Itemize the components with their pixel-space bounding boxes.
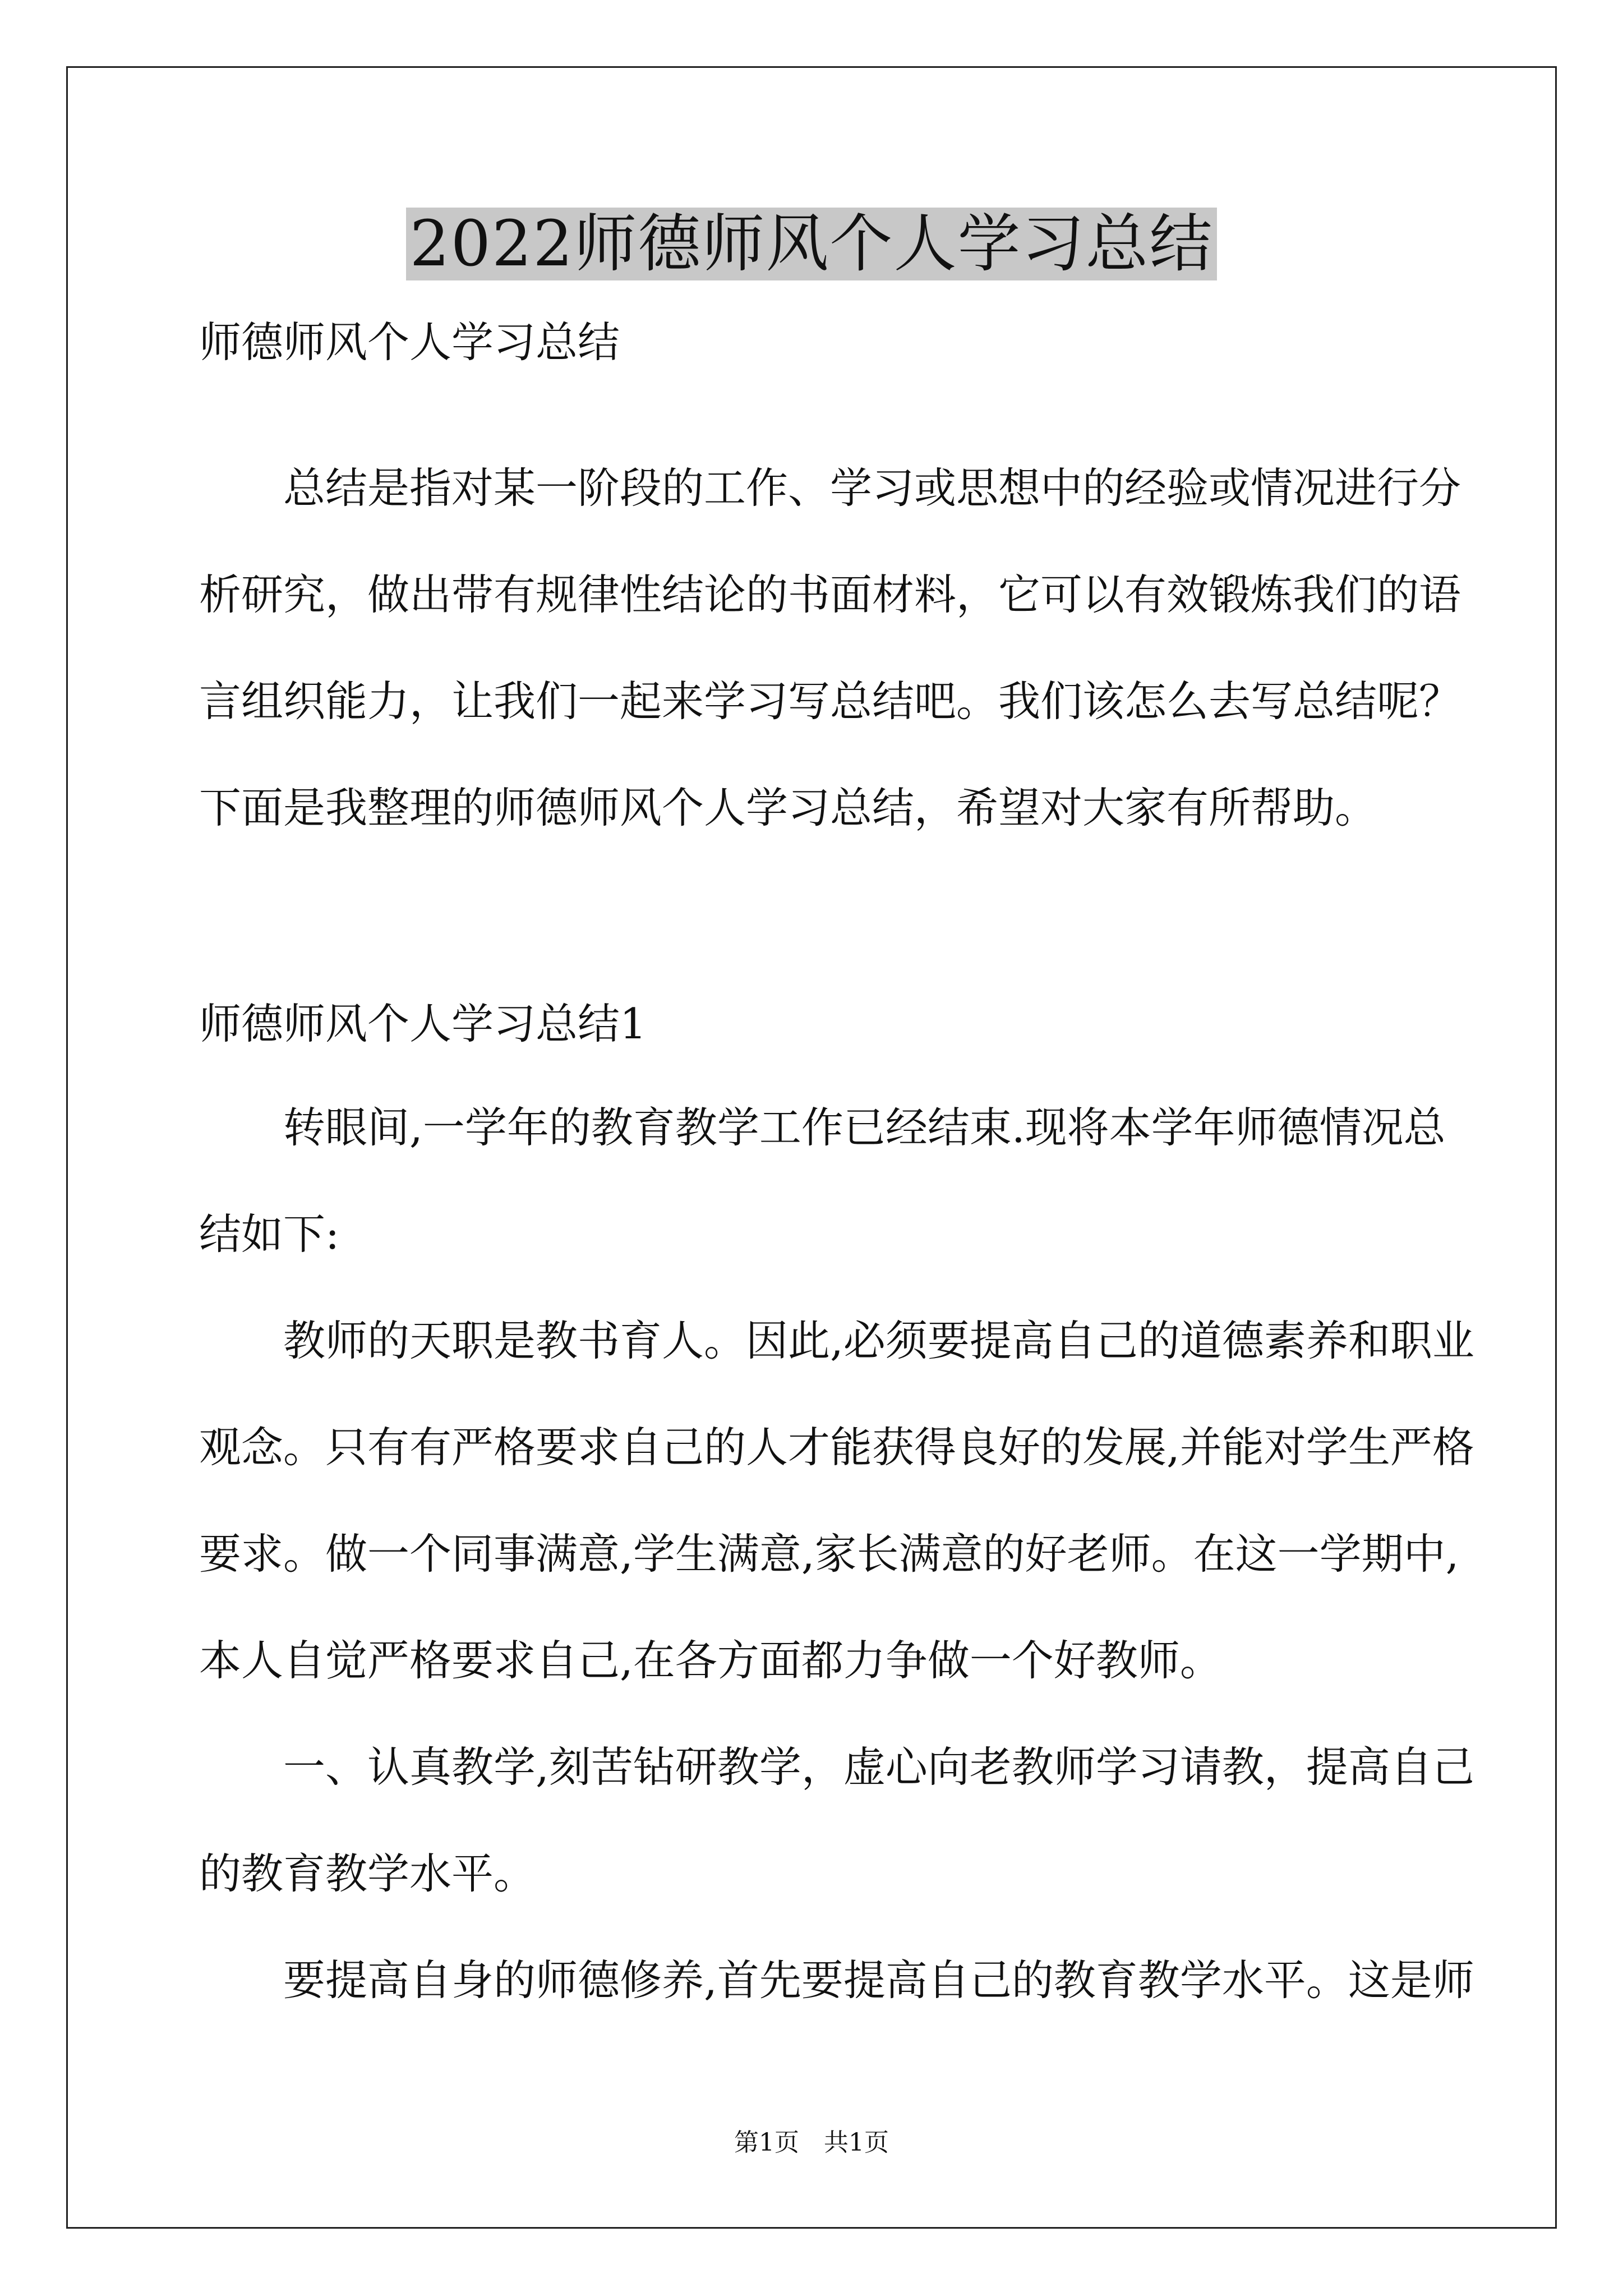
paragraph-line: 本人自觉严格要求自己,在各方面都力争做一个好教师。 [199, 1636, 1222, 1685]
paragraph-line: 教师的天职是教书育人。因此,必须要提高自己的道德素养和职业 [283, 1316, 1474, 1365]
section-heading: 师德师风个人学习总结1 [199, 999, 647, 1048]
intro-line: 下面是我整理的师德师风个人学习总结，希望对大家有所帮助。 [199, 783, 1377, 832]
paragraph-line: 结如下: [199, 1209, 340, 1259]
paragraph-line: 观念。只有有严格要求自己的人才能获得良好的发展,并能对学生严格 [199, 1423, 1474, 1472]
document-title [0, 202, 1623, 286]
paragraph-line: 一、认真教学,刻苦钻研教学，虚心向老教师学习请教，提高自己 [283, 1742, 1474, 1792]
paragraph-line: 要提高自身的师德修养,首先要提高自己的教育教学水平。这是师 [283, 1955, 1474, 2005]
paragraph-line: 要求。做一个同事满意,学生满意,家长满意的好老师。在这一学期中, [199, 1529, 1459, 1579]
page-number: 第1页 共1页 [734, 2128, 889, 2157]
paragraph-line: 的教育教学水平。 [199, 1849, 536, 1898]
intro-line: 言组织能力，让我们一起来学习写总结吧。我们该怎么去写总结呢？ [199, 677, 1461, 726]
document-title-text: 2022师德师风个人学习总结 [406, 208, 1216, 280]
intro-line: 析研究，做出带有规律性结论的书面材料，它可以有效锻炼我们的语 [199, 570, 1461, 619]
paragraph-line: 转眼间,一学年的教育教学工作已经结束.现将本学年师德情况总 [283, 1103, 1446, 1152]
intro-line: 总结是指对某一阶段的工作、学习或思想中的经验或情况进行分 [283, 463, 1461, 513]
document-subtitle: 师德师风个人学习总结 [199, 318, 620, 367]
